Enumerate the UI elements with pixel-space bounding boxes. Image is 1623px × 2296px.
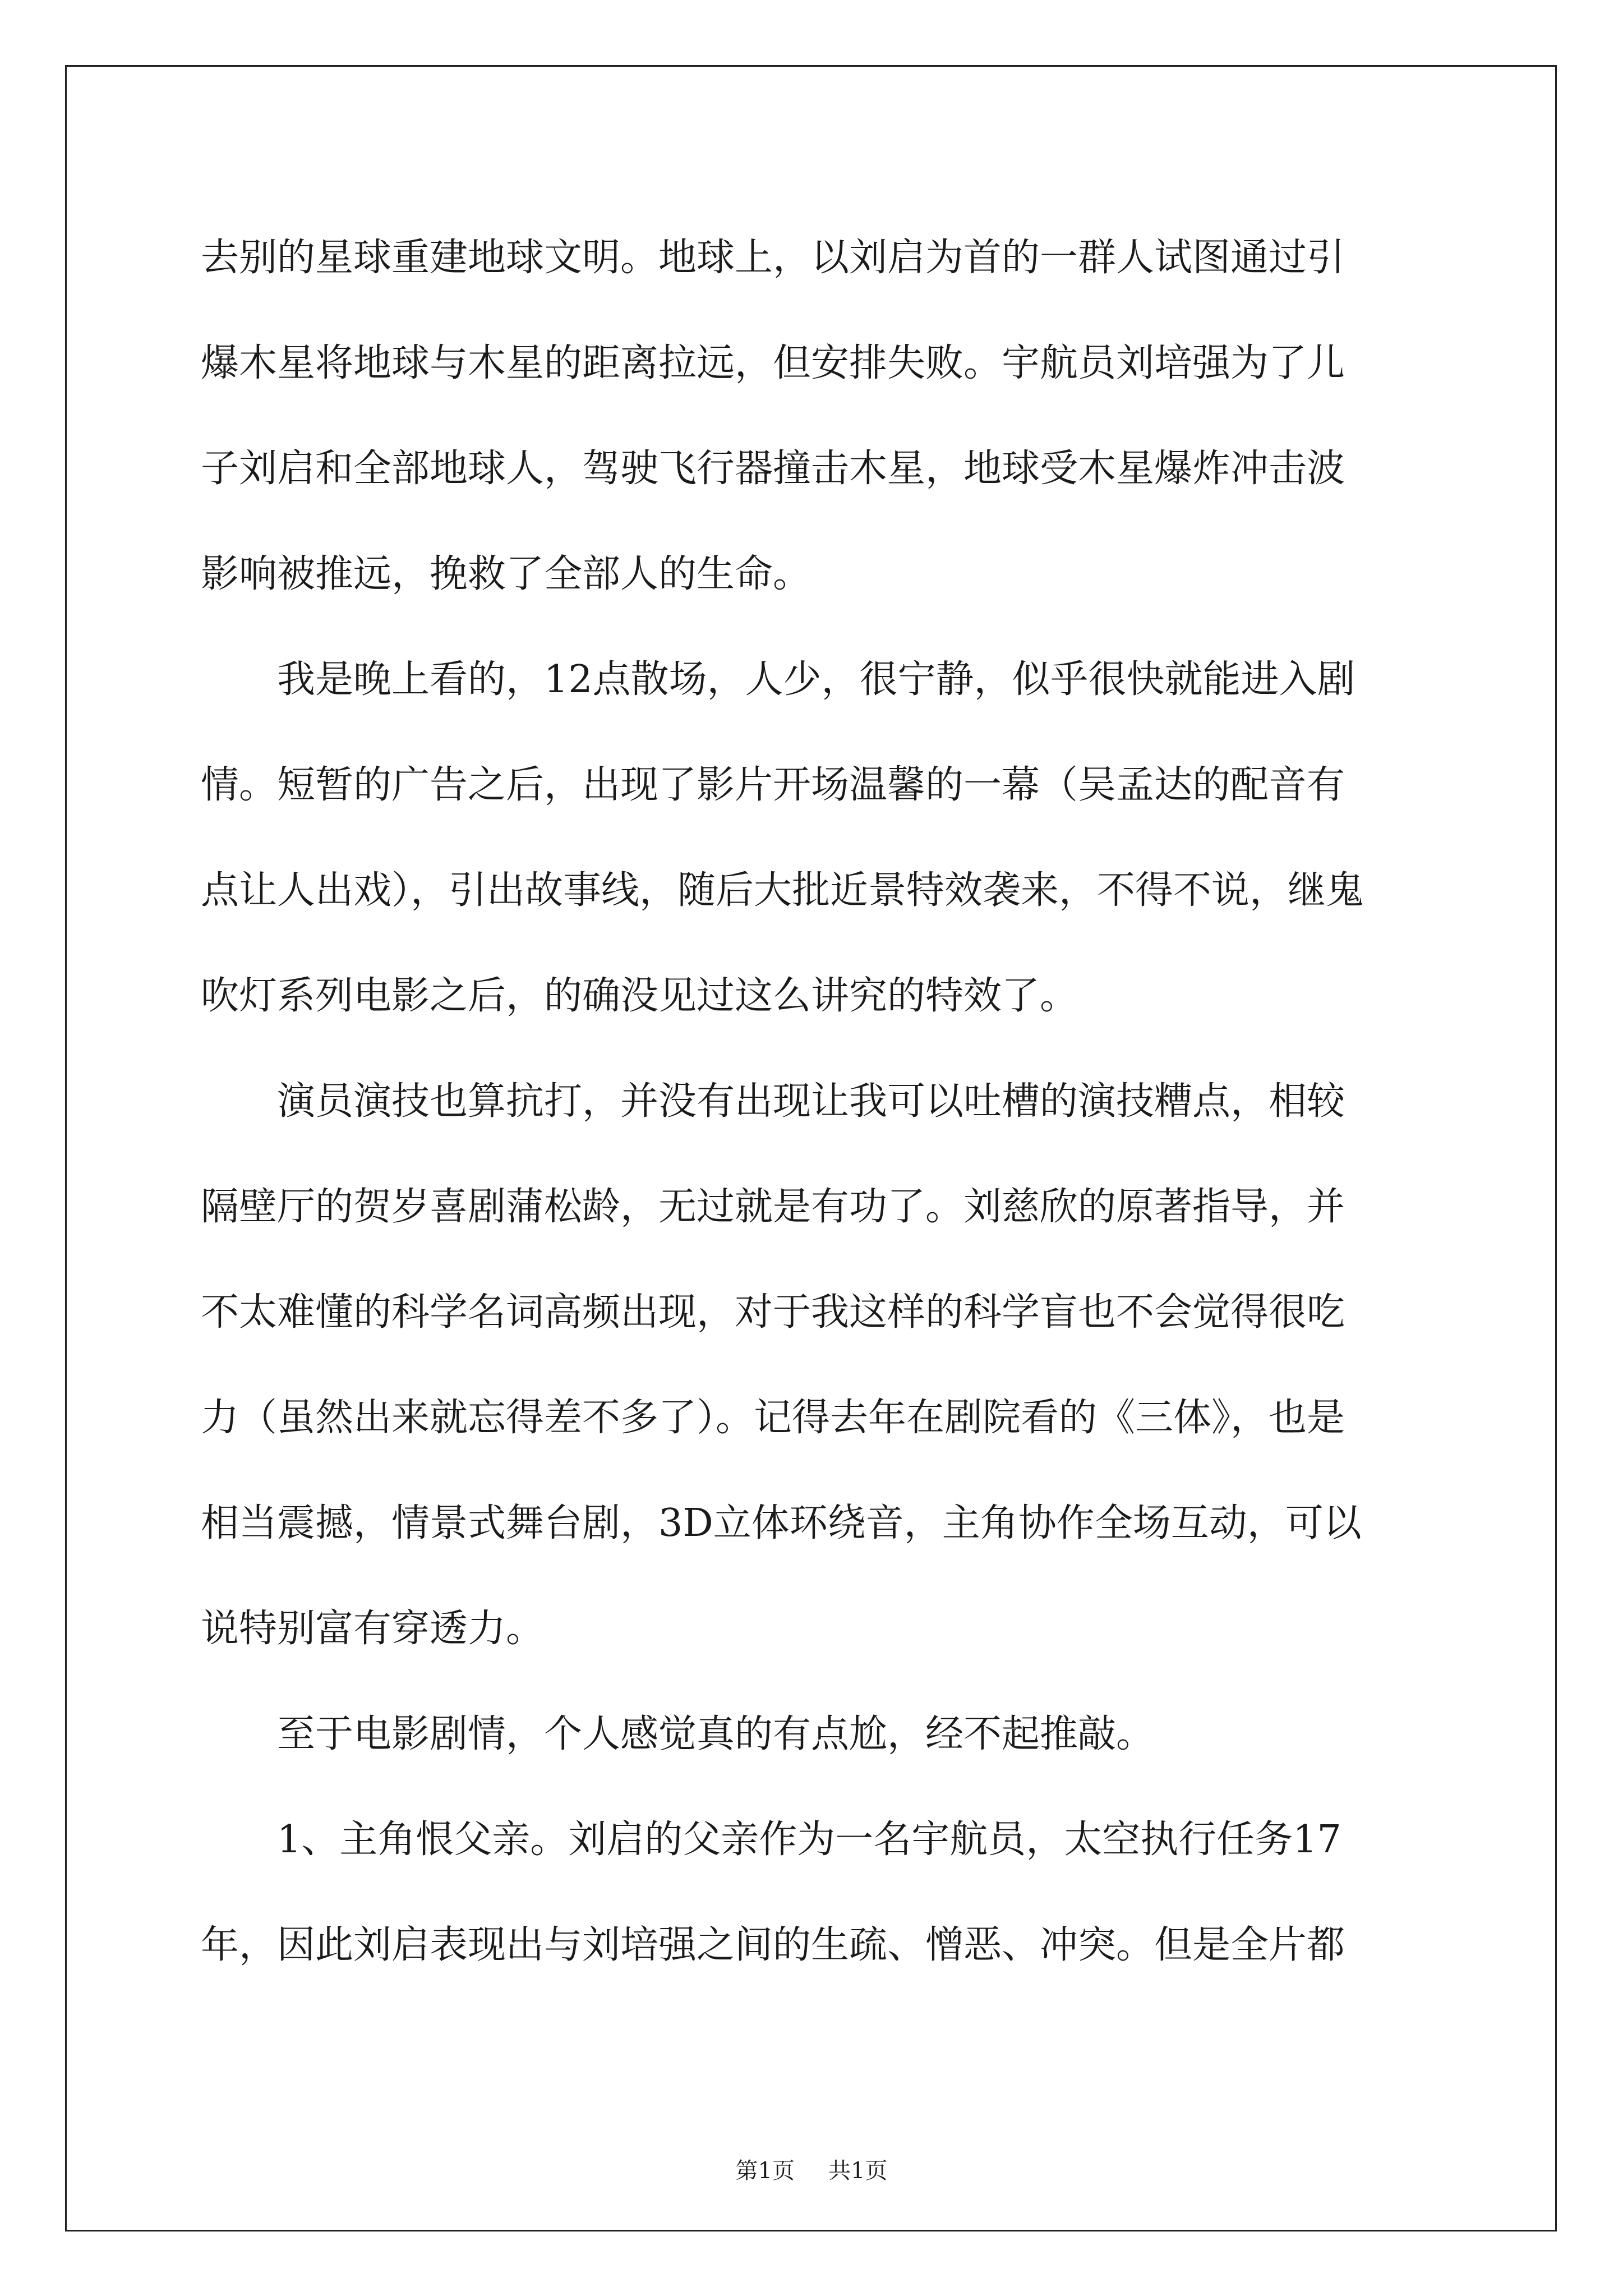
page-total: 共1页 [828, 2158, 888, 2184]
text-line: 1、主角恨父亲。刘启的父亲作为一名宇航员，太空执行任务17 [201, 1818, 1341, 1862]
page-footer [0, 2153, 1623, 2185]
text-line: 点让人出戏），引出故事线，随后大批近景特效袭来，不得不说，继鬼 [201, 868, 1364, 913]
text-line: 去别的星球重建地球文明。地球上，以刘启为首的一群人试图通过引 [201, 236, 1345, 280]
text-line: 影响被推远，挽救了全部人的生命。 [201, 552, 811, 596]
text-line: 子刘启和全部地球人，驾驶飞行器撞击木星，地球受木星爆炸冲击波 [201, 447, 1345, 491]
text-line: 相当震撼，情景式舞台剧，3D立体环绕音，主角协作全场互动，可以 [201, 1501, 1362, 1545]
text-line: 情。短暂的广告之后，出现了影片开场温馨的一幕（吴孟达的配音有 [201, 763, 1345, 807]
text-line: 至于电影剧情，个人感觉真的有点尬，经不起推敲。 [201, 1712, 1155, 1756]
text-line: 吹灯系列电影之后，的确没见过这么讲究的特效了。 [201, 974, 1078, 1018]
text-line: 爆木星将地球与木星的距离拉远，但安排失败。宇航员刘培强为了儿 [201, 341, 1345, 385]
page-number: 第1页 [735, 2158, 795, 2184]
text-line: 不太难懂的科学名词高频出现，对于我这样的科学盲也不会觉得很吃 [201, 1290, 1345, 1335]
text-line: 说特别富有穿透力。 [201, 1607, 545, 1651]
article-body [201, 205, 1429, 1998]
text-line: 力（虽然出来就忘得差不多了）。记得去年在剧院看的《三体》，也是 [201, 1396, 1345, 1440]
text-line: 我是晚上看的，12点散场，人少，很宁静，似乎很快就能进入剧 [201, 657, 1355, 702]
text-line: 演员演技也算抗打，并没有出现让我可以吐槽的演技糟点，相较 [201, 1079, 1345, 1124]
text-line: 隔壁厅的贺岁喜剧蒲松龄，无过就是有功了。刘慈欣的原著指导，并 [201, 1185, 1345, 1229]
text-line: 年，因此刘启表现出与刘培强之间的生疏、憎恶、冲突。但是全片都 [201, 1923, 1345, 1967]
